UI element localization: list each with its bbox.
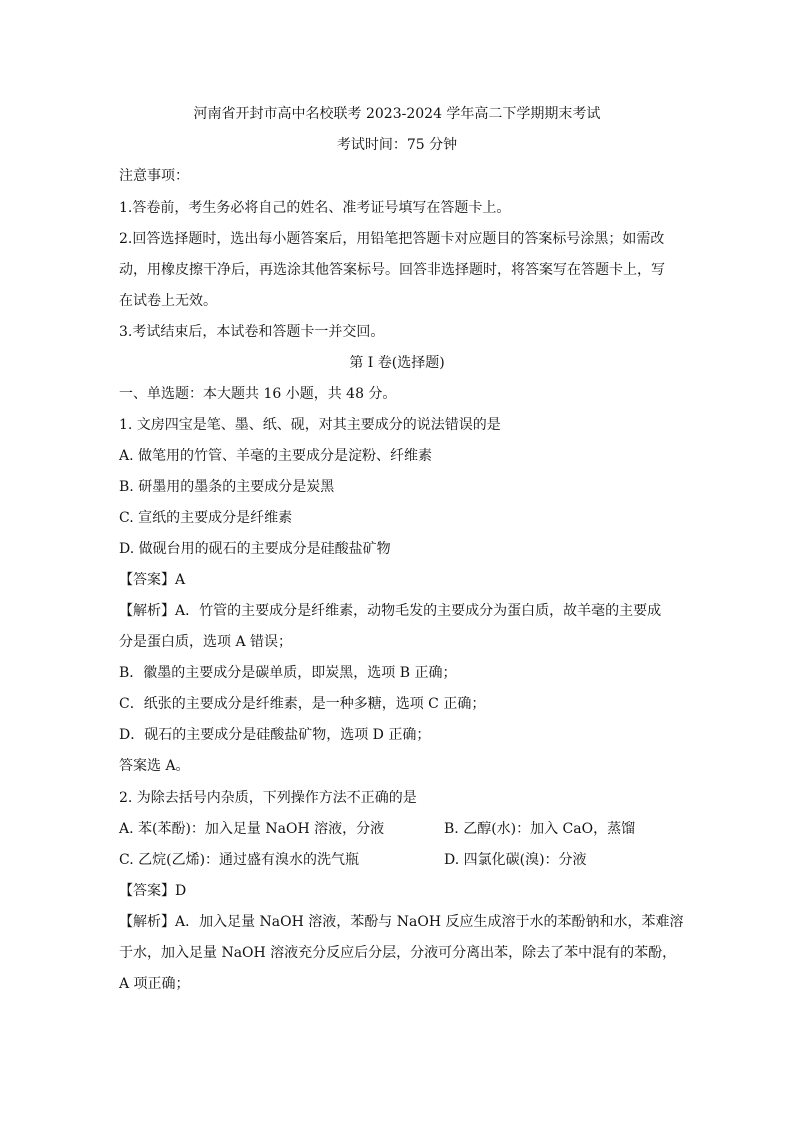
question-2-explanation-line-1: 【解析】A．加入足量 NaOH 溶液，苯酚与 NaOH 反应生成溶于水的苯酚钠和水，苯难溶 bbox=[119, 914, 684, 930]
exam-time: 考试时间：75 分钟 bbox=[336, 137, 458, 153]
question-1-option-c: C. 宣纸的主要成分是纤维素 bbox=[119, 510, 293, 526]
question-2-option-c: C. 乙烷(乙烯)：通过盛有溴水的洗气瓶 bbox=[119, 852, 360, 868]
question-1-explanation-line-3: B．徽墨的主要成分是碳单质，即炭黑，选项 B 正确； bbox=[119, 665, 457, 681]
notice-heading: 注意事项： bbox=[119, 168, 189, 184]
question-2-stem: 2. 为除去括号内杂质，下列操作方法不正确的是 bbox=[119, 790, 417, 806]
notice-item-2-line-2: 动，用橡皮擦干净后，再选涂其他答案标号。回答非选择题时，将答案写在答题卡上，写 bbox=[119, 262, 665, 278]
question-2-option-a: A. 苯(苯酚)：加入足量 NaOH 溶液，分液 bbox=[119, 821, 385, 837]
question-1-answer: 【答案】A bbox=[119, 572, 186, 588]
question-1-option-d: D. 做砚台用的砚石的主要成分是硅酸盐矿物 bbox=[119, 541, 391, 557]
notice-item-3: 3.考试结束后，本试卷和答题卡一并交回。 bbox=[119, 324, 385, 340]
question-2-explanation-line-2: 于水，加入足量 NaOH 溶液充分反应后分层，分液可分离出苯，除去了苯中混有的苯酚， bbox=[119, 945, 677, 961]
notice-item-2-line-1: 2.回答选择题时，选出每小题答案后，用铅笔把答题卡对应题目的答案标号涂黑；如需改 bbox=[119, 231, 665, 247]
section-subtitle: 一、单选题：本大题共 16 小题，共 48 分。 bbox=[119, 386, 397, 402]
question-2-option-d: D. 四氯化碳(溴)：分液 bbox=[444, 852, 587, 868]
question-2-answer: 【答案】D bbox=[119, 883, 187, 899]
question-2-option-b: B. 乙醇(水)：加入 CaO，蒸馏 bbox=[444, 821, 636, 837]
question-1-option-b: B. 研墨用的墨条的主要成分是炭黑 bbox=[119, 479, 335, 495]
question-1-explanation-line-4: C．纸张的主要成分是纤维素，是一种多糖，选项 C 正确； bbox=[119, 696, 486, 712]
section-title: 第 I 卷(选择题) bbox=[349, 355, 445, 371]
question-1-option-a: A. 做笔用的竹管、羊毫的主要成分是淀粉、纤维素 bbox=[119, 448, 433, 464]
notice-item-1: 1.答卷前，考生务必将自己的姓名、准考证号填写在答题卡上。 bbox=[119, 200, 511, 216]
question-1-explanation-line-6: 答案选 A。 bbox=[119, 758, 190, 774]
notice-item-2-line-3: 在试卷上无效。 bbox=[119, 293, 217, 309]
document-title: 河南省开封市高中名校联考 2023-2024 学年高二下学期期末考试 bbox=[193, 106, 601, 122]
question-1-explanation-line-5: D．砚石的主要成分是硅酸盐矿物，选项 D 正确； bbox=[119, 727, 431, 743]
question-1-stem: 1. 文房四宝是笔、墨、纸、砚，对其主要成分的说法错误的是 bbox=[119, 417, 501, 433]
question-1-explanation-line-1: 【解析】A．竹管的主要成分是纤维素，动物毛发的主要成分为蛋白质，故羊毫的主要成 bbox=[119, 603, 662, 619]
question-2-explanation-line-3: A 项正确； bbox=[119, 976, 190, 992]
question-1-explanation-line-2: 分是蛋白质，选项 A 错误； bbox=[119, 634, 293, 650]
